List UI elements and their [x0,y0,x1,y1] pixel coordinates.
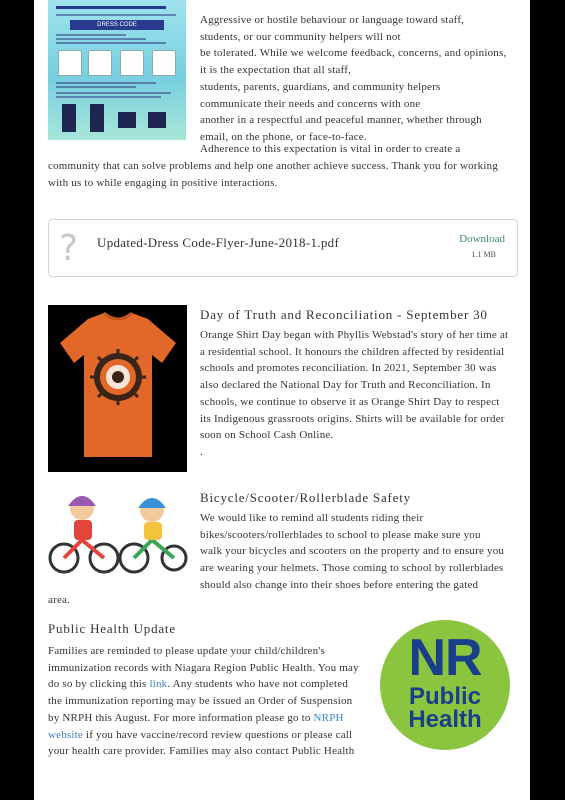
body-line [48,676,368,693]
conduct-line: it is the expectation that all staff, [200,64,352,77]
flyer-shirt-graphic [58,50,82,76]
section-body [200,327,520,461]
conduct-line: Aggressive or hostile behaviour or language toward staff, [200,14,465,26]
body-line: immunization records with Niagara Region Public Health. You may [48,661,359,674]
flyer-shirt-graphic [88,50,112,76]
dress-code-flyer-image [48,0,186,140]
truth-reconciliation-section [200,307,520,461]
flyer-shirt-graphic [120,50,144,76]
immunization-link[interactable]: link [149,678,168,691]
logo-public-health-text [380,685,510,731]
body-line: your health care provider. Families may also contact Public Health [48,745,355,758]
logo-line: Health [408,706,482,733]
section-body [200,510,520,594]
body-line: bikes/scooters/rollerblades to school to please make sure you [200,528,481,541]
attachment-filename[interactable]: Updated-Dress Code-Flyer-June-2018-1.pdf [97,235,340,250]
conduct-line: another in a respectful and peaceful manner, whether through [200,114,482,127]
conduct-line: communicate their needs and concerns with one [200,97,421,110]
kids-on-bikes-image [48,488,188,578]
conduct-line: students, parents, guardians, and community helpers [200,80,441,93]
conduct-line: be tolerated. While we welcome feedback, concerns, and opinions, [200,47,507,60]
body-line: walk your bicycles and scooters on the property and to ensure you [200,545,505,558]
conduct-paragraph [200,12,520,146]
body-text: by NRPH this August. For more information please go to [48,711,314,724]
flyer-header-bar [56,6,166,9]
body-text: do so by clicking this [48,678,150,691]
flyer-title: DRESS CODE [70,20,164,30]
conduct-line: students, or our community helpers will not [200,30,401,43]
body-line: the immunization reporting may be issued an Order of Suspension [48,695,353,708]
body-text: if you have vaccine/record review questions or please call [83,728,353,741]
flyer-shorts-graphic [148,112,166,128]
conduct-line: with us to while engaging in positive interactions. [48,176,278,189]
attachment-size: 1.1 MB [471,250,496,259]
nrph-website-link[interactable]: website [48,728,84,741]
pdf-attachment-card[interactable] [48,219,518,277]
body-line [48,710,368,727]
flyer-text-line [56,92,171,94]
flyer-pants-graphic [62,104,76,132]
newsletter-page [34,0,530,800]
body-line: its Indigenous grassroots origins. Shirts will be available for order [200,412,505,425]
section-title: Public Health Update [48,621,176,636]
body-line: Orange Shirt Day began with Phyllis Webstad's story of her time at [200,329,509,341]
conduct-line: Adherence to this expectation is vital in order to create a [200,143,461,155]
kids-bikes-graphic [48,488,188,578]
orange-shirt-graphic [48,305,187,472]
public-health-section [48,621,368,760]
conduct-line: community that can solve problems and help one another achieve success. Thank you for working [48,160,499,172]
section-body [48,643,368,760]
flyer-text-line [56,96,161,98]
logo-line: Public [408,683,481,710]
flyer-shirt-graphic [152,50,176,76]
flyer-text-line [56,38,146,40]
conduct-line: email, on the phone, or face-to-face. [200,130,367,143]
flyer-pants-graphic [90,104,104,132]
body-line: . [200,445,203,458]
flyer-text-line [56,82,156,84]
flyer-text-line [56,86,136,88]
bicycle-safety-section [200,490,520,594]
body-line: are wearing your helmets. Those coming to school by rollerblades [200,562,504,575]
body-line: Families are reminded to please update your child/children's [48,645,325,657]
body-line: area. [48,594,71,606]
body-line: a residential school. It honours the children affected by residential [200,345,505,358]
flyer-text-line [56,42,166,44]
body-line: schools, we continue to observe it as Orange Shirt Day to respect [200,395,500,408]
body-line [48,727,368,744]
section-title: Day of Truth and Reconciliation - September 30 [200,307,488,322]
logo-nr-text: NR [408,629,482,687]
section-title: Bicycle/Scooter/Rollerblade Safety [200,490,411,505]
conduct-paragraph-continued [48,158,520,191]
question-mark-icon: ? [59,228,79,269]
flyer-text-line [56,34,126,36]
body-line: schools and promotes reconciliation. In 2021, September 30 was [200,362,497,375]
download-link[interactable]: Download [459,233,505,245]
nrph-link[interactable]: NRPH [313,711,344,724]
flyer-shorts-graphic [118,112,136,128]
body-line: also declared the National Day for Truth and Reconciliation. In [200,379,491,392]
orange-shirt-image [48,305,187,472]
body-text: . Any students who have not completed [167,678,349,691]
flyer-text-line [56,14,176,16]
body-line: should also change into their shoes before entering the gated [200,578,479,591]
body-line: soon on School Cash Online. [200,429,334,442]
nr-public-health-logo [380,620,510,750]
body-line: We would like to remind all students riding their [200,512,424,524]
